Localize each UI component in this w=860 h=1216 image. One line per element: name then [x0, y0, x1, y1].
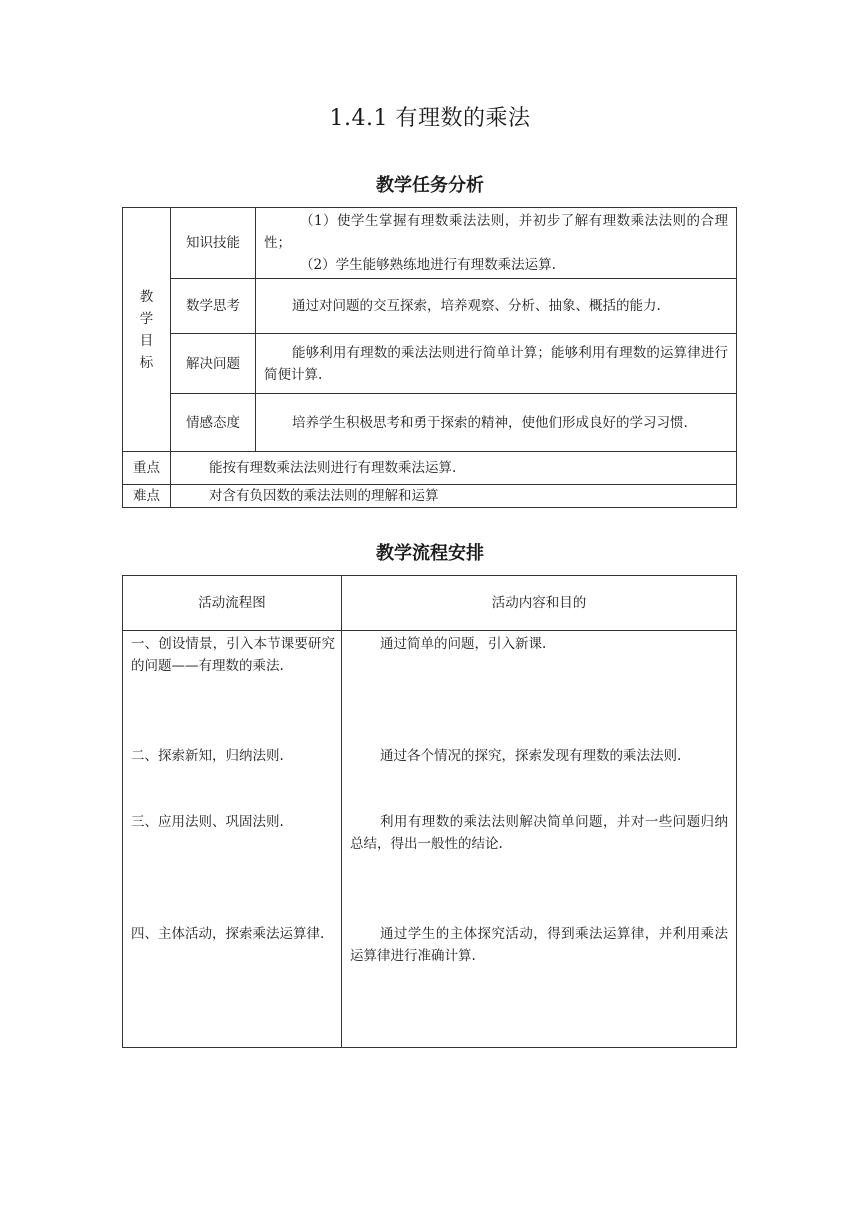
goal-line: （2）学生能够熟练地进行有理数乘法运算. [300, 257, 556, 273]
goal-header-char: 标 [139, 354, 154, 371]
content-text: 通过学生的主体探究活动，得到乘法运算律，并利用乘法运算律进行准确计算. [350, 926, 728, 964]
table-row [123, 279, 737, 334]
content-column [342, 631, 737, 1048]
table-row [123, 334, 737, 394]
table-row [123, 208, 737, 279]
table-row [123, 485, 737, 508]
teaching-flow-table [122, 575, 737, 1048]
table-header-row [123, 576, 737, 631]
goal-line: 通过对问题的交互探索，培养观察、分析、抽象、概括的能力. [292, 298, 661, 314]
activity-step-4: 四、主体活动，探索乘法运算律. [131, 926, 325, 942]
column-header-content: 活动内容和目的 [342, 576, 737, 631]
goal-label-knowledge: 知识技能 [171, 208, 256, 279]
content-step-4 [350, 923, 728, 967]
goal-label-thinking: 数学思考 [171, 279, 256, 334]
section-title-task-analysis: 教学任务分析 [376, 175, 484, 196]
difficulty-content: 对含有负因数的乘法法则的理解和运算 [171, 485, 737, 508]
activity-column [123, 631, 342, 1048]
goal-header-char: 目 [139, 332, 154, 349]
activity-step-3: 三、应用法则、巩固法则. [131, 814, 284, 830]
table-row [123, 452, 737, 485]
content-text: 通过简单的问题，引入新课. [380, 636, 547, 652]
goal-content-attitude [256, 394, 737, 452]
task-analysis-table [122, 207, 737, 508]
content-step-2 [350, 745, 728, 767]
table-row [123, 631, 737, 1048]
section-title-teaching-flow: 教学流程安排 [376, 543, 484, 564]
activity-step-1: 一、创设情景，引入本节课要研究的问题——有理数的乘法. [131, 636, 335, 674]
goal-content-problem-solving [256, 334, 737, 394]
content-text: 利用有理数的乘法法则解决简单问题，并对一些问题归纳总结，得出一般性的结论. [350, 814, 728, 852]
goal-line: 能够利用有理数的乘法法则进行简单计算；能够利用有理数的运算律进行简便计算. [264, 344, 728, 383]
key-point-label: 重点 [123, 452, 171, 485]
goal-header-char: 学 [139, 310, 154, 327]
goal-label-problem-solving: 解决问题 [171, 334, 256, 394]
goal-header-cell [123, 208, 171, 452]
activity-step-2: 二、探索新知，归纳法则. [131, 748, 284, 764]
goal-label-attitude: 情感态度 [171, 394, 256, 452]
goal-content-thinking [256, 279, 737, 334]
difficulty-label: 难点 [123, 485, 171, 508]
column-header-activity: 活动流程图 [123, 576, 342, 631]
page-title: 1.4.1 有理数的乘法 [329, 106, 531, 131]
content-step-3 [350, 811, 728, 855]
goal-line: 培养学生积极思考和勇于探索的精神，使他们形成良好的学习习惯. [292, 414, 688, 431]
key-point-content: 能按有理数乘法法则进行有理数乘法运算. [171, 452, 737, 485]
content-text: 通过各个情况的探究，探索发现有理数的乘法法则. [380, 748, 682, 764]
table-row [123, 394, 737, 452]
goal-header-char: 教 [139, 288, 154, 305]
goal-content-knowledge [256, 208, 737, 279]
content-step-1 [350, 633, 728, 655]
goal-line: （1）使学生掌握有理数乘法法则，并初步了解有理数乘法法则的合理性； [264, 213, 728, 251]
